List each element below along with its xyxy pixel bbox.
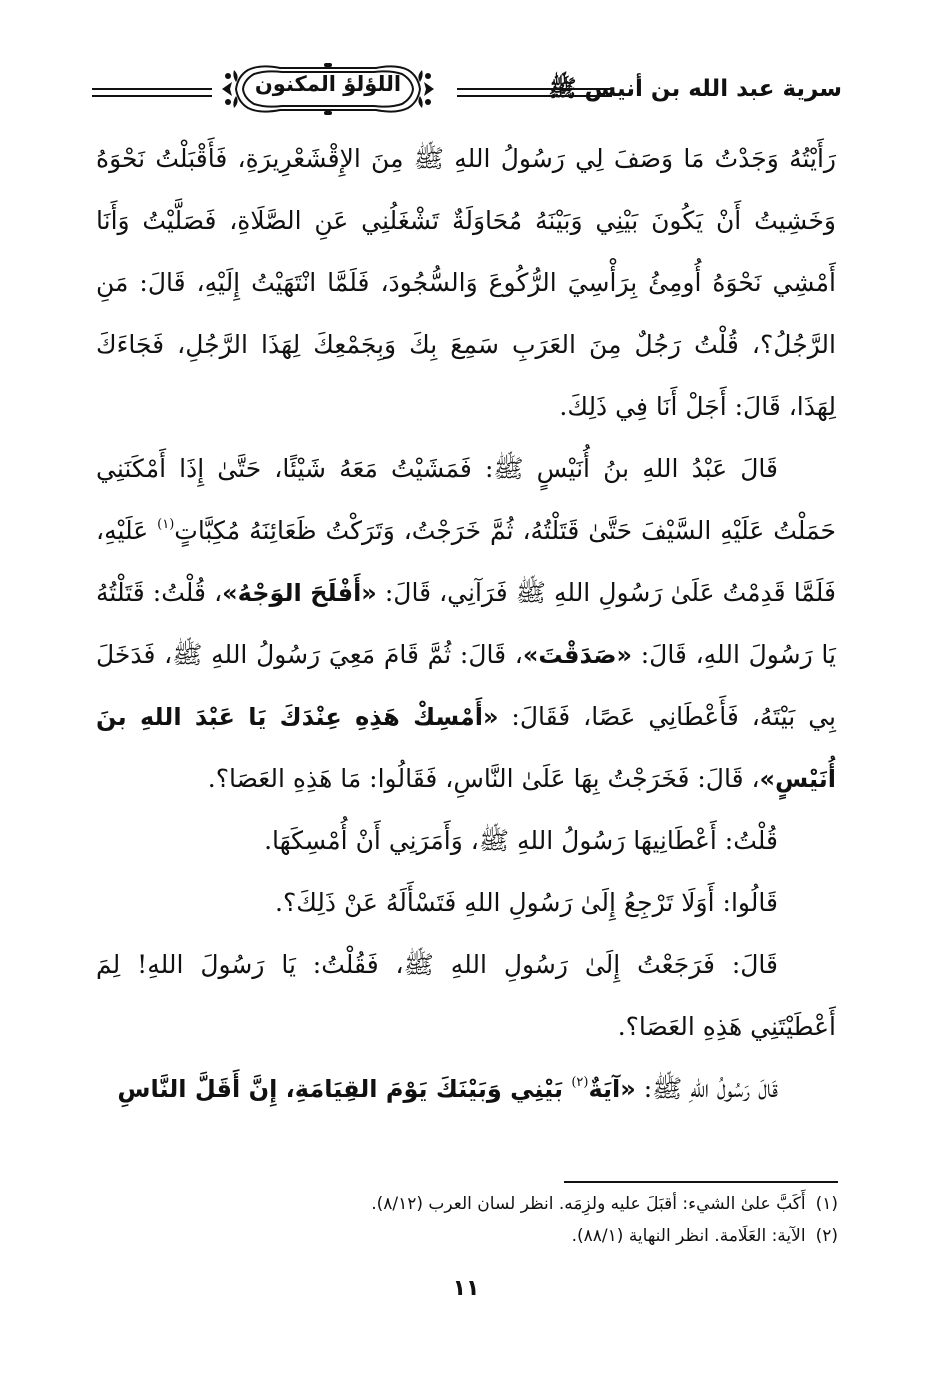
footnote	[300, 1220, 838, 1252]
running-title: سرية عبد الله بن أنيس ﷺ	[548, 76, 842, 102]
footnote-text: أَكَبَّ علىٰ الشيء: أقبَلَ عليه ولزِمَه. انظر لسان العرب (٨/١٢).	[371, 1194, 806, 1214]
footnotes	[300, 1188, 838, 1252]
text-run: قَالَ عَبْدُ اللهِ بنُ أُنَيْسٍ ﷺ: فَمَشَيْتُ مَعَهُ شَيْئًا، حَتَّىٰ إِذَا أَمْكَنَنِي حَمَلْتُ عَلَيْهِ السَّيْفَ حَتَّىٰ قَتَلْتُهُ، ثُمَّ خَرَجْتُ، وَتَرَكْتُ ظَعَائِنَهُ مُكِبَّاتٍ	[96, 454, 836, 545]
footnote-number: (٢)	[815, 1226, 838, 1246]
footnote-separator	[564, 1181, 838, 1183]
paragraph	[96, 934, 836, 1058]
hadith-quote: «أَفْلَحَ الوَجْهُ»	[222, 579, 377, 607]
page-number: ١١	[452, 1276, 480, 1301]
hadith-quote: بَيْنِي وَبَيْنَكَ يَوْمَ القِيَامَةِ، إِنَّ أَقَلَّ النَّاسِ	[117, 1075, 572, 1103]
hadith-quote: «أَمْسِكْ هَذِهِ عِنْدَكَ يَا عَبْدَ اللهِ بنَ أُنَيْسٍ»	[96, 703, 836, 793]
text-run: ، قُلْتُ: قَتَلْتُهُ يَا رَسُولَ اللهِ، قَالَ:	[96, 578, 836, 669]
footnote-ref[interactable]: (١)	[157, 517, 175, 532]
text-run: قُلْتُ: أَعْطَانِيهَا رَسُولُ اللهِ ﷺ، وَأَمَرَنِي أَنْ أُمْسِكَهَا.	[264, 826, 778, 855]
footnote-text: الآية: العَلَامة. انظر النهاية (٨٨/١).	[571, 1226, 806, 1246]
text-run: قَالُوا: أَوَلَا تَرْجِعُ إِلَىٰ رَسُولِ اللهِ فَتَسْأَلَهُ عَنْ ذَلِكَ؟.	[275, 888, 778, 917]
footnote	[300, 1188, 838, 1220]
text-run: ، قَالَ: فَخَرَجْتُ بِهَا عَلَىٰ النَّاسِ، فَقَالُوا: مَا هَذِهِ العَصَا؟.	[207, 764, 760, 793]
text-run: ، قَالَ: ثُمَّ قَامَ مَعِيَ رَسُولُ اللهِ ﷺ، فَدَخَلَ بِي بَيْتَهُ، فَأَعْطَانِي عَصًا، فَقَالَ:	[96, 640, 836, 731]
book-title-ornament	[220, 62, 436, 116]
header-double-rule	[92, 88, 212, 97]
main-text	[96, 128, 836, 1120]
page-header	[92, 60, 842, 122]
book-title: اللؤلؤ المكنون	[254, 72, 402, 96]
footnote-number: (١)	[815, 1194, 838, 1214]
hadith-quote: «صَدَقْتَ»	[522, 641, 633, 669]
text-run: رَأَيْتُهُ وَجَدْتُ مَا وَصَفَ لِي رَسُولُ اللهِ ﷺ مِنَ الإِقْشَعْرِيرَةِ، فَأَقْبَلْتُ نَحْوَهُ وَخَشِيتُ أَنْ يَكُونَ بَيْنِي وَبَيْنَهُ مُحَاوَلَةٌ تَشْغَلُنِي عَنِ الصَّلَاةِ، فَصَلَّيْتُ وَأَنَا أَمْشِي نَحْوَهُ أُومِئُ بِرَأْسِيَ الرُّكُوعَ وَالسُّجُودَ، فَلَمَّا انْتَهَيْتُ إِلَيْهِ، قَالَ: مَنِ الرَّجُلُ؟، قُلْتُ رَجُلٌ مِنَ العَرَبِ سَمِعَ بِكَ وَبِجَمْعِكَ لِهَذَا الرَّجُلِ، فَجَاءَكَ لِهَذَا، قَالَ: أَجَلْ أَنَا فِي ذَلِكَ.	[96, 144, 836, 421]
footnote-ref[interactable]: (٢)	[571, 1075, 589, 1090]
text-run: عَلَيْهِ، فَلَمَّا قَدِمْتُ عَلَىٰ رَسُولِ اللهِ ﷺ فَرَآنِي، قَالَ:	[96, 516, 836, 607]
paragraph	[96, 1058, 836, 1120]
paragraph	[96, 872, 836, 934]
paragraph	[96, 128, 836, 438]
paragraph	[96, 810, 836, 872]
header-double-rule	[457, 88, 612, 97]
text-run: قَالَ: فَرَجَعْتُ إِلَىٰ رَسُولِ اللهِ ﷺ، فَقُلْتُ: يَا رَسُولَ اللهِ! لِمَ أَعْطَيْتَنِي هَذِهِ العَصَا؟.	[96, 950, 836, 1041]
paragraph	[96, 438, 836, 810]
text-run: قَالَ رَسُولُ اللهِ ﷺ:	[635, 1074, 778, 1103]
hadith-quote: «آيَةٌ	[588, 1075, 636, 1103]
